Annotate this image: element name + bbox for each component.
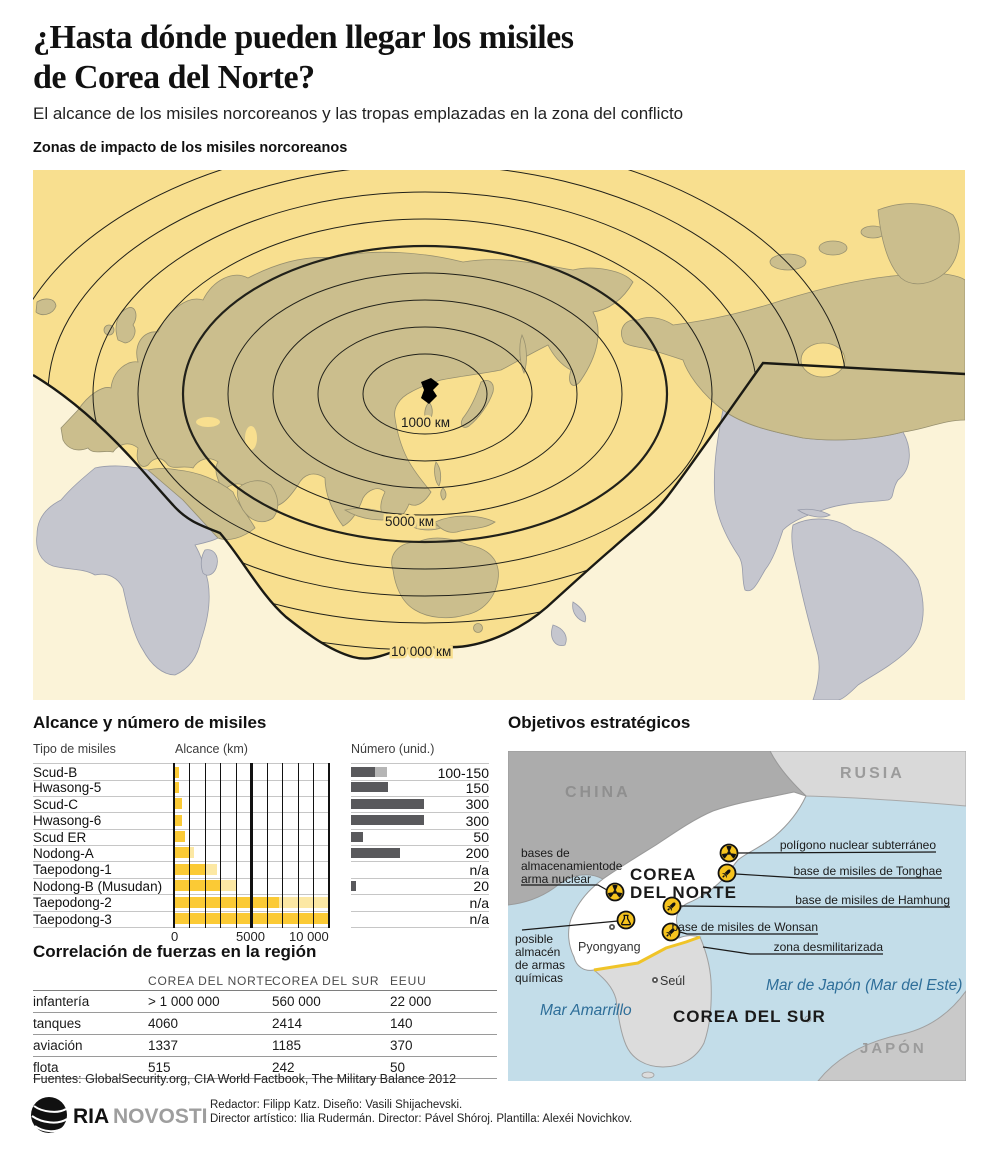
sk-label: COREA DEL SUR [673,1007,826,1026]
forces-table [33,942,497,1079]
jeju-island [642,1072,654,1078]
row-range-panel [33,829,329,846]
arctic-island-2 [819,241,847,255]
col-number-header: Número (unid.) [351,742,435,756]
range-bar-max [190,847,195,858]
row-range-panel [33,911,329,928]
number-bar [351,815,424,825]
missile-row [33,845,497,861]
missile-row [33,911,497,927]
credits [210,1099,632,1126]
force-value: 1337 [148,1038,179,1053]
missile-row [33,878,497,894]
number-bar [351,767,375,777]
chemical-label-1: posible [515,932,554,946]
missile-name: Hwasong-5 [33,780,102,796]
gridline [189,763,190,928]
row-range-panel [33,779,329,796]
number-value: n/a [469,911,489,928]
world-map-section-label: Zonas de impacto de los misiles norcoreanos [33,140,348,156]
missile-row [33,779,497,795]
nk-label-2: DEL NORTE [630,883,737,902]
axis-tick-0: 0 [171,928,179,944]
credits-line-2: Director artístico: Ilia Rudermán. Director: Pável Shóroj. Plantilla: Alexéi Novichkov. [210,1112,633,1125]
chemical-weapons-icon [618,912,635,929]
col-range-header: Alcance (km) [175,742,248,756]
axis-tick-10000: 10 000 [289,928,329,944]
number-value: 200 [465,845,489,862]
force-label: infantería [33,994,90,1009]
hudson-bay [801,343,845,377]
gridline [298,763,299,928]
number-bar [351,782,388,792]
force-value: 22 000 [390,994,432,1009]
japan-label: JAPÓN [860,1040,927,1057]
gridline [220,763,221,928]
number-value: 300 [465,812,489,829]
range-bar-max [221,880,237,891]
seoul-label: Seúl [660,974,686,988]
black-sea [196,417,220,427]
missiles-chart-rows [33,763,497,927]
yellow-sea-label: Mar Amarrillo [540,1002,632,1019]
logo-ria-text: RIA [73,1105,110,1128]
force-value: 2414 [272,1016,303,1031]
gridline [282,763,283,928]
forces-columns [33,972,497,990]
arctic-island-1 [770,254,806,270]
title-line-1: ¿Hasta dónde pueden llegar los misiles [33,19,574,56]
seoul-dot-center [654,979,656,981]
gridline [267,763,268,928]
number-bar [351,799,424,809]
rusia-label: RUSIA [840,765,905,782]
gridline [250,763,253,928]
china-label: CHINA [565,784,631,801]
range-bar [174,847,190,858]
missile-row [33,796,497,812]
missile-name: Taepodong-1 [33,862,112,878]
number-value: n/a [469,861,489,878]
row-number-panel [351,845,489,862]
force-label: tanques [33,1016,82,1031]
force-value: 1185 [272,1038,302,1053]
number-value: 300 [465,796,489,813]
col-north-korea: COREA DEL NORTE [148,974,274,988]
number-value: 150 [465,779,489,796]
missile-name: Nodong-B (Musudan) [33,878,163,894]
missile-row [33,829,497,845]
missiles-chart [33,742,497,945]
gridline [328,763,331,928]
forces-row [33,1012,497,1034]
missiles-chart-headers [33,742,497,763]
row-number-panel [351,894,489,911]
strategic-map [508,751,966,1081]
forces-title: Correlación de fuerzas en la región [33,942,317,961]
row-number-panel [351,861,489,878]
forces-row [33,1034,497,1056]
number-value: 50 [473,829,489,846]
missile-row [33,894,497,910]
range-bar-max [279,897,329,908]
col-south-korea: COREA DEL SUR [272,974,380,988]
number-bar-max [375,767,387,777]
forces-row [33,990,497,1012]
wonsan-label: base de misiles de Wonsan [671,920,818,934]
number-bar [351,881,356,891]
nk-label-1: COREA [630,865,697,884]
force-label: aviación [33,1038,83,1053]
range-bar [174,880,221,891]
force-value: 242 [272,1060,295,1075]
force-value: 515 [148,1060,171,1075]
row-range-panel [33,812,329,829]
force-value: 560 000 [272,994,321,1009]
row-number-panel [351,829,489,846]
row-number-panel [351,779,489,796]
chemical-label-3: de armas [515,958,566,972]
missile-name: Hwasong-6 [33,813,102,829]
credits-line-1: Redactor: Filipp Katz. Diseño: Vasili Shijachevski. [210,1099,463,1111]
forces-rows [33,990,497,1078]
missiles-chart-title: Alcance y número de misiles [33,713,267,732]
chemical-label-2: almacén [515,945,561,959]
row-number-panel [351,911,489,928]
missile-row [33,861,497,877]
row-range-panel [33,845,329,862]
page-title [33,18,574,98]
page-subtitle: El alcance de los misiles norcoreanos y las tropas emplazadas en la zona del conflicto [33,104,684,123]
number-value: n/a [469,894,489,911]
tasmania [474,624,483,633]
ring-label-10000: 10 000 км [391,644,452,659]
force-value: 50 [390,1060,406,1075]
col-type-header: Tipo de misiles [33,742,116,756]
missile-row [33,763,497,779]
missile-row [33,812,497,828]
tonghae-missile-icon [719,865,736,882]
tonghae-label: base de misiles de Tonghae [793,864,942,878]
gridline [205,763,206,928]
nuclear-storage-icon [607,884,624,901]
world-impact-map [33,170,965,700]
force-value: 370 [390,1038,413,1053]
number-bar [351,848,400,858]
ring-label-5000: 5000 км [385,514,434,529]
title-line-2: de Corea del Norte? [33,59,315,96]
pyongyang-label: Pyongyang [578,940,641,954]
number-value: 100-150 [437,764,489,781]
missile-name: Scud ER [33,829,87,845]
axis-tick-5000: 5000 [236,928,265,944]
ring-label-1000: 1000 км [401,415,450,430]
nuclear-test-site-icon [721,845,738,862]
force-value: 140 [390,1016,413,1031]
row-number-panel [351,878,489,895]
missile-name: Taepodong-3 [33,911,112,927]
missile-name: Scud-B [33,765,78,780]
missile-name: Scud-C [33,796,79,812]
ria-novosti-logo [28,1092,213,1138]
row-range-panel [33,861,329,878]
globe-icon [31,1097,67,1133]
logo-novosti-text: NOVOSTI [113,1105,208,1128]
range-bar-max [205,864,217,875]
force-value: 4060 [148,1016,179,1031]
hamhung-label: base de misiles de Hamhung [795,893,950,907]
underground-site-label: polígono nuclear subterráneo [779,838,936,852]
gridline [173,763,176,928]
col-usa: EEUU [390,974,427,988]
gridline [313,763,314,928]
number-value: 20 [473,878,489,895]
sea-of-japan-label: Mar de Japón (Mar del Este) [766,977,963,994]
missile-name: Nodong-A [33,845,94,861]
range-bar [174,831,185,842]
pyongyang-dot-center [611,926,613,928]
nuclear-storage-label-2: almacenamientode [521,859,623,873]
row-range-panel [33,894,329,911]
force-label: flota [33,1060,59,1075]
number-bar [351,832,363,842]
nuclear-storage-label-1: bases de [521,846,570,860]
strategic-title: Objetivos estratégicos [508,713,691,732]
row-number-panel [351,796,489,813]
dmz-label: zona desmilitarizada [773,940,883,954]
gridline [236,763,237,928]
row-range-panel [33,878,329,895]
nuclear-storage-label-3: arma nuclear [521,872,592,886]
row-range-panel [33,796,329,813]
force-value: > 1 000 000 [148,994,220,1009]
chemical-label-4: químicas [515,971,564,985]
missile-name: Taepodong-2 [33,895,112,911]
sources-note: Fuentes: GlobalSecurity.org, CIA World Factbook, The Military Balance 2012 [33,1072,457,1086]
row-number-panel [351,812,489,829]
